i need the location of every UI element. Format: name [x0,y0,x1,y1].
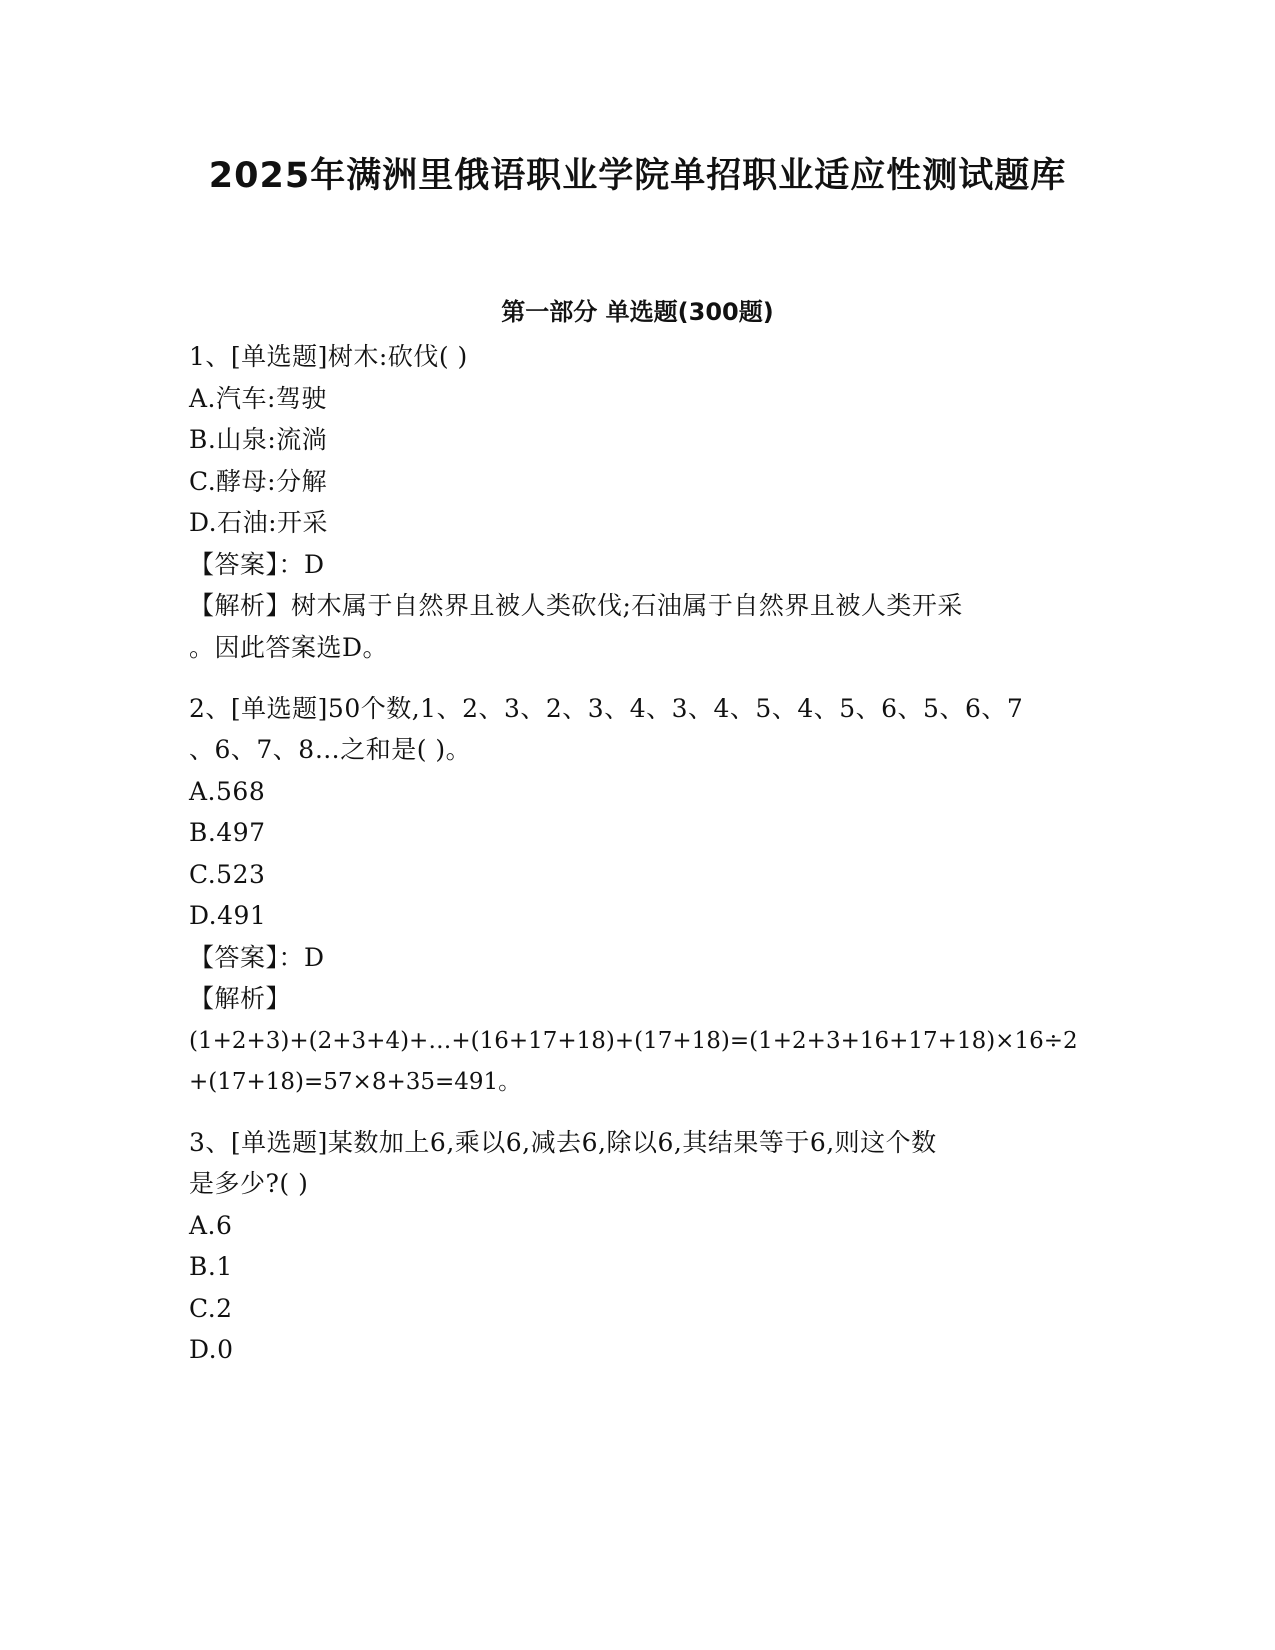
question-3-stem-line-2: 是多少?( ) [189,1169,309,1198]
question-3-stem-line-1: 3、[单选题]某数加上6,乘以6,减去6,除以6,其结果等于6,则这个数 [189,1128,937,1157]
question-1-stem: 1、[单选题]树木:砍伐( ) [189,342,468,371]
question-1-option-a: A.汽车:驾驶 [189,384,327,413]
question-2-answer: 【答案】：D [189,943,325,972]
question-1-analysis-line-1: 【解析】树木属于自然界且被人类砍伐;石油属于自然界且被人类开采 [189,591,963,620]
question-1-option-b: B.山泉:流淌 [189,425,328,454]
question-1-analysis-line-2: 。因此答案选D。 [189,633,389,662]
question-3-option-a: A.6 [189,1211,233,1240]
question-2-option-c: C.523 [189,860,266,889]
question-2-stem-line-1: 2、[单选题]50个数,1、2、3、2、3、4、3、4、5、4、5、6、5、6、7 [189,694,1024,723]
question-2-option-a: A.568 [189,777,266,806]
question-3-option-c: C.2 [189,1294,233,1323]
question-2-option-b: B.497 [189,818,266,847]
section-title: 第一部分 单选题(300题) [501,298,774,326]
question-1-option-c: C.酵母:分解 [189,467,328,496]
question-2-option-d: D.491 [189,901,267,930]
question-3-option-b: B.1 [189,1252,233,1281]
document-title: 2025年满洲里俄语职业学院单招职业适应性测试题库 [208,156,1067,196]
question-2-analysis-heading: 【解析】 [189,984,292,1013]
question-1-option-d: D.石油:开采 [189,508,329,537]
question-1-answer: 【答案】：D [189,550,325,579]
question-2-stem-line-2: 、6、7、8…之和是( )。 [189,735,472,764]
question-2-analysis-line-1: (1+2+3)+(2+3+4)+…+(16+17+18)+(17+18)=(1+2+3+16+17+18)×16÷2 [189,1028,1078,1054]
question-2-analysis-line-2: +(17+18)=57×8+35=491。 [189,1069,522,1095]
question-3-option-d: D.0 [189,1335,234,1364]
